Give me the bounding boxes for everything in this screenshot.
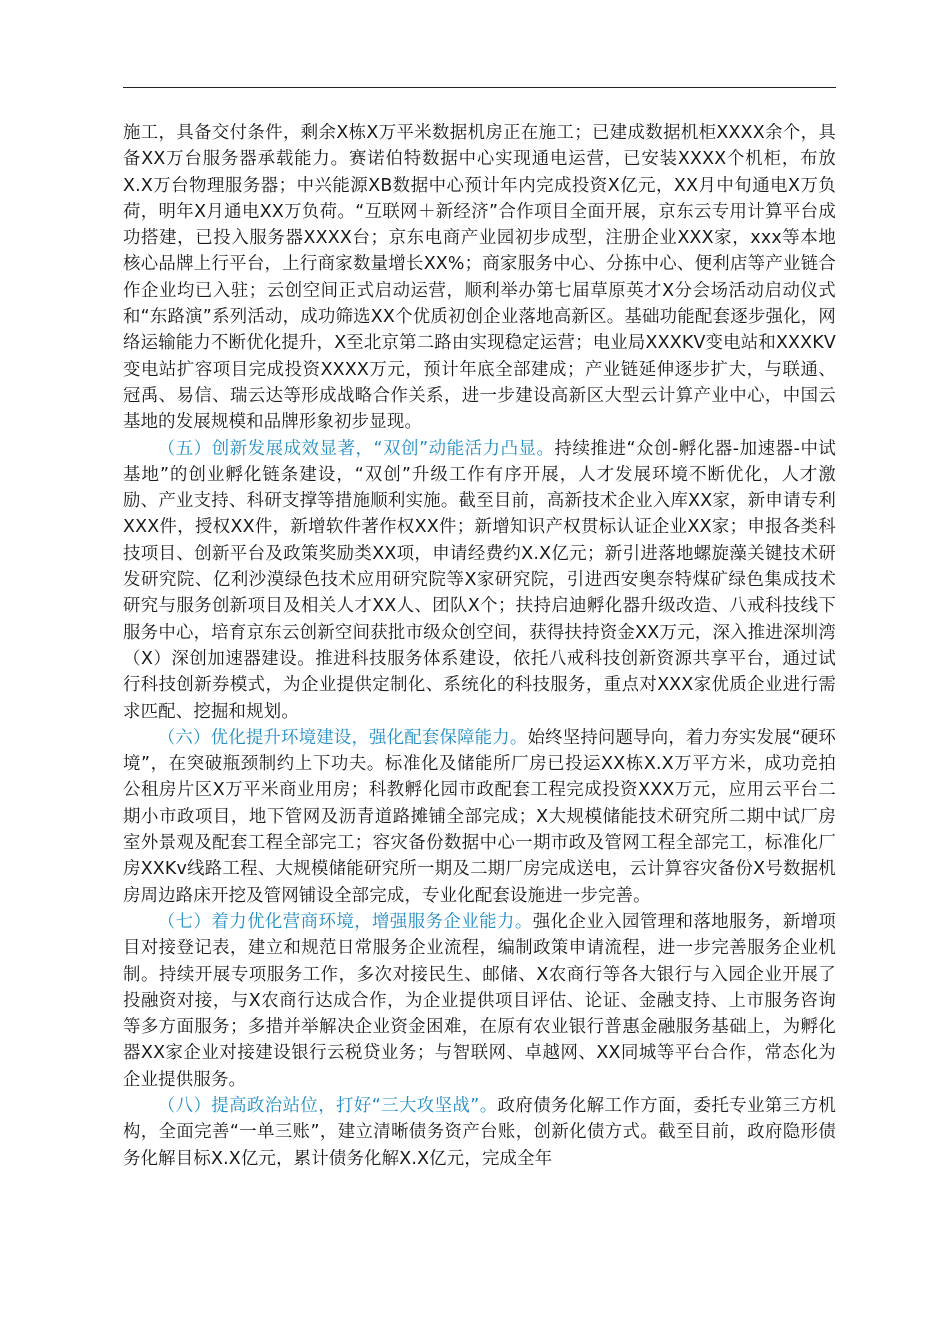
body-text [123, 120, 836, 1172]
section-heading: （八）提高政治站位，打好“三大攻坚战”。 [157, 1095, 498, 1116]
paragraph-body: 持续推进“众创-孵化器-加速器-中试基地”的创业孵化链条建设，“双创”升级工作有序开展，人才发展环境不断优化，人才激励、产业支持、科研支撑等措施顺利实施。截至目前，高新技术企业入库XX家，新申请专利XXX件，授权XX件，新增软件著作权XX件；新增知识产权贯标认证企业XX家；申报各类科技项目、创新平台及政策奖励类XX项，申请经费约X.X亿元；新引进落地螺旋藻关键技术研发研究院、亿利沙漠绿色技术应用研究院等X家研究院，引进西安奥奈特煤矿绿色集成技术研究与服务创新项目及相关人才XX人、团队X个；扶持启迪孵化器升级改造、八戒科技线下服务中心，培育京东云创新空间获批市级众创空间，获得扶持资金XX万元，深入推进深圳湾（X）深创加速器建设。推进科技服务体系建设，依托八戒科技创新资源共享平台，通过试行科技创新券模式，为企业提供定制化、系统化的科技服务，重点对XXX家优质企业进行需求匹配、挖掘和规划。 [123, 438, 837, 722]
section-heading: （六）优化提升环境建设，强化配套保障能力。 [157, 727, 528, 748]
paragraph-innovation [123, 436, 836, 725]
paragraph-politics [123, 1093, 836, 1172]
paragraph-business [123, 909, 836, 1093]
paragraph-continuation [123, 120, 836, 436]
header-rule [123, 87, 836, 88]
paragraph-body: 政府债务化解工作方面，委托专业第三方机构，全面完善“一单三账”，建立清晰债务资产台账，创新化债方式。截至目前，政府隐形债务化解目标X.X亿元，累计债务化解X.X亿元，完成全年 [123, 1095, 836, 1169]
paragraph-body: 始终坚持问题导向，着力夯实发展“硬环境”，在突破瓶颈制约上下功夫。标准化及储能所厂房已投运XX栋X.X万平方米，成功竞拍公租房片区X万平米商业用房；科教孵化园市政配套工程完成投资XXX万元，应用云平台二期小市政项目，地下管网及沥青道路摊铺全部完成；X大规模储能技术研究所二期中试厂房室外景观及配套工程全部完工；容灾备份数据中心一期市政及管网工程全部完工，标准化厂房XXKv线路工程、大规模储能研究所一期及二期厂房完成送电，云计算容灾备份X号数据机房周边路床开挖及管网铺设全部完成，专业化配套设施进一步完善。 [123, 727, 836, 906]
paragraph-body: 强化企业入园管理和落地服务，新增项目对接登记表，建立和规范日常服务企业流程，编制政策申请流程，进一步完善服务企业机制。持续开展专项服务工作，多次对接民生、邮储、X农商行等各大银行与入园企业开展了投融资对接，与X农商行达成合作，为企业提供项目评估、论证、金融支持、上市服务咨询等多方面服务；多措并举解决企业资金困难，在原有农业银行普惠金融服务基础上，为孵化器XX家企业对接建设银行云税贷业务；与智联网、卓越网、XX同城等平台合作，常态化为企业提供服务。 [123, 911, 837, 1090]
paragraph-environment [123, 725, 836, 909]
paragraph-body: 施工，具备交付条件，剩余X栋X万平米数据机房正在施工；已建成数据机柜XXXX余个，具备XX万台服务器承载能力。赛诺伯特数据中心实现通电运营，已安装XXXX个机柜，布放X.X万台物理服务器；中兴能源XB数据中心预计年内完成投资X亿元，XX月中旬通电X万负荷，明年X月通电XX万负荷。“互联网＋新经济”合作项目全面开展，京东云专用计算平台成功搭建，已投入服务器XXXX台；京东电商产业园初步成型，注册企业XXX家，xxx等本地核心品牌上行平台，上行商家数量增长XX%；商家服务中心、分拣中心、便利店等产业链合作企业均已入驻；云创空间正式启动运营，顺利举办第七届草原英才X分会场活动启动仪式和“东路演”系列活动，成功筛选XX个优质初创企业落地高新区。基础功能配套逐步强化，网络运输能力不断优化提升，X至北京第二路由实现稳定运营；电业局XXXKV变电站和XXXKV变电站扩容项目完成投资XXXX万元，预计年底全部建成；产业链延伸逐步扩大，与联通、冠禹、易信、瑞云达等形成战略合作关系，进一步建设高新区大型云计算产业中心，中国云基地的发展规模和品牌形象初步显现。 [123, 123, 836, 433]
section-heading: （五）创新发展成效显著，“双创”动能活力凸显。 [157, 438, 555, 459]
section-heading: （七）着力优化营商环境，增强服务企业能力。 [157, 911, 533, 932]
